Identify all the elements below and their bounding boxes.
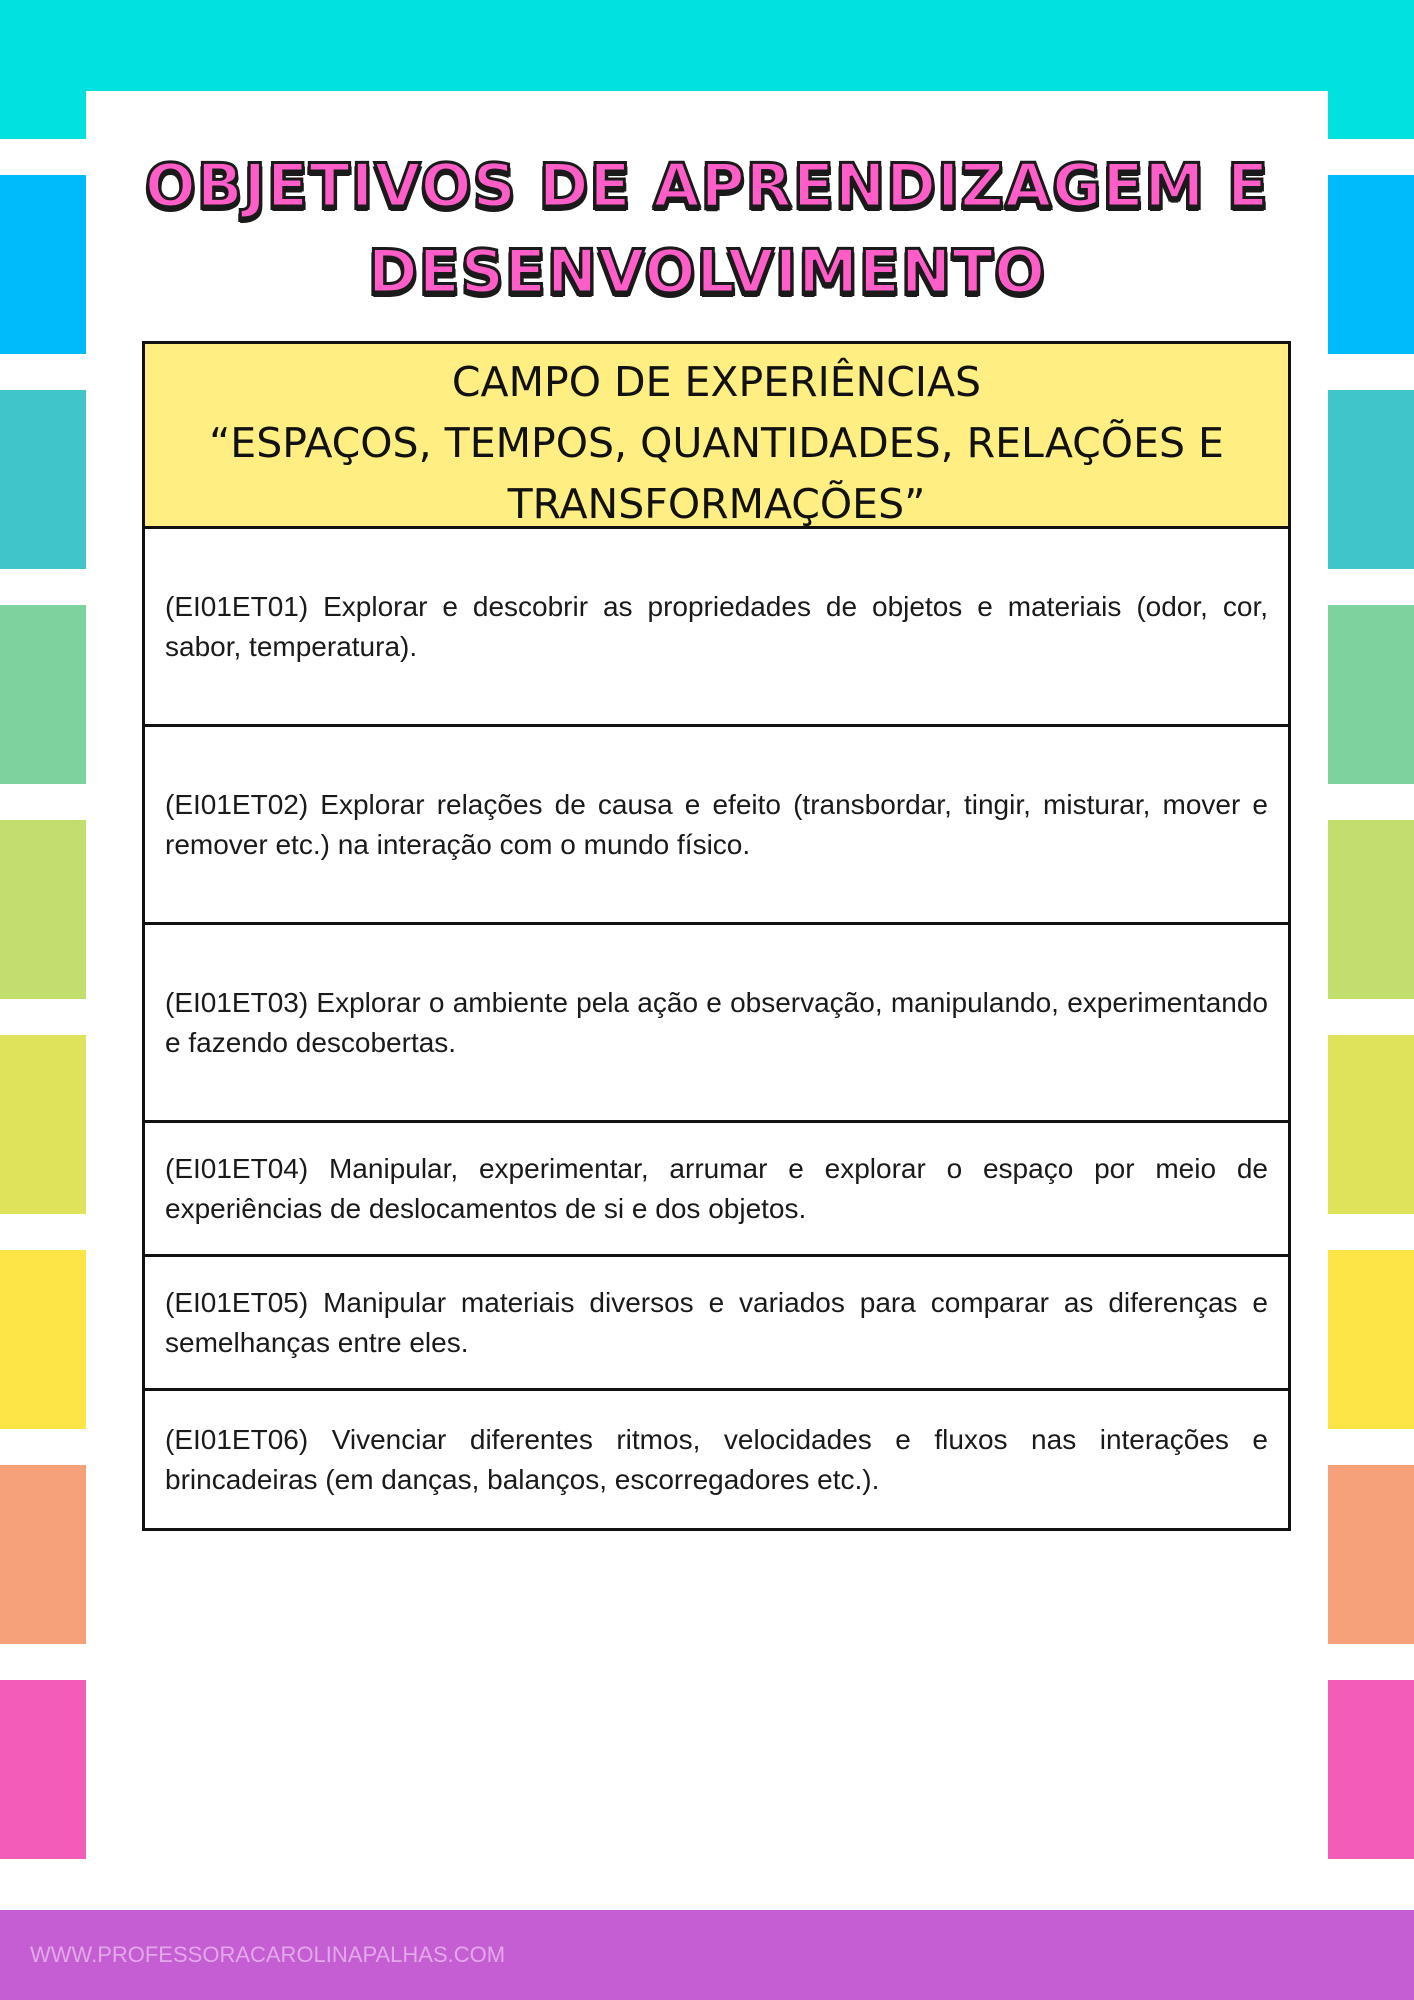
stripe-mint bbox=[0, 605, 86, 784]
title-line-1: OBJETIVOS DE APRENDIZAGEM E bbox=[144, 151, 1270, 221]
title-line-2: DESENVOLVIMENTO bbox=[367, 237, 1047, 307]
table-row bbox=[145, 1123, 1288, 1257]
stripe-yellow bbox=[0, 1250, 86, 1429]
table-row bbox=[145, 529, 1288, 727]
row-text: (EI01ET05) Manipular materiais diversos e variados para comparar as diferenças e semelhanças entre eles. bbox=[165, 1286, 1268, 1358]
stripe-salmon bbox=[1328, 1465, 1414, 1644]
table-row bbox=[145, 727, 1288, 925]
stripe-pink bbox=[0, 1680, 86, 1859]
row-text: (EI01ET02) Explorar relações de causa e efeito (transbordar, tingir, misturar, mover e remover etc.) na interação com o mundo físico. bbox=[165, 788, 1268, 860]
table-row bbox=[145, 1391, 1288, 1528]
table-row bbox=[145, 1257, 1288, 1391]
stripe-salmon bbox=[0, 1465, 86, 1644]
row-text: (EI01ET04) Manipular, experimentar, arrumar e explorar o espaço por meio de experiências de deslocamentos de si e dos objetos. bbox=[165, 1152, 1268, 1224]
website-url[interactable]: WWW.PROFESSORACAROLINAPALHAS.COM bbox=[30, 1942, 506, 1967]
row-text: (EI01ET03) Explorar o ambiente pela ação e observação, manipulando, experimentando e fazendo descobertas. bbox=[165, 986, 1268, 1058]
table-row bbox=[145, 925, 1288, 1123]
stripe-yellow-green bbox=[1328, 1035, 1414, 1214]
left-color-stripes bbox=[0, 0, 86, 1910]
row-text: (EI01ET06) Vivenciar diferentes ritmos, velocidades e fluxos nas interações e brincadeiras (em danças, balanços, escorregadores etc.). bbox=[165, 1423, 1268, 1495]
stripe-blue bbox=[0, 175, 86, 354]
header-line-2: “ESPAÇOS, TEMPOS, QUANTIDADES, RELAÇÕES E bbox=[209, 419, 1224, 467]
table-header bbox=[145, 344, 1288, 529]
header-line-3: TRANSFORMAÇÕES” bbox=[507, 480, 926, 528]
stripe-teal bbox=[0, 390, 86, 569]
stripe-yellow-green bbox=[0, 1035, 86, 1214]
page-title bbox=[86, 143, 1328, 315]
stripe-lime bbox=[0, 820, 86, 999]
stripe-mint bbox=[1328, 605, 1414, 784]
content-card bbox=[86, 91, 1328, 1910]
right-color-stripes bbox=[1328, 0, 1414, 1910]
stripe-lime bbox=[1328, 820, 1414, 999]
stripe-yellow bbox=[1328, 1250, 1414, 1429]
objectives-table bbox=[142, 341, 1291, 1531]
stripe-blue bbox=[1328, 175, 1414, 354]
header-line-1: CAMPO DE EXPERIÊNCIAS bbox=[451, 358, 982, 406]
row-text: (EI01ET01) Explorar e descobrir as propriedades de objetos e materiais (odor, cor, sabor, temperatura). bbox=[165, 590, 1268, 662]
stripe-teal bbox=[1328, 390, 1414, 569]
stripe-pink bbox=[1328, 1680, 1414, 1859]
footer-band bbox=[0, 1910, 1414, 2000]
